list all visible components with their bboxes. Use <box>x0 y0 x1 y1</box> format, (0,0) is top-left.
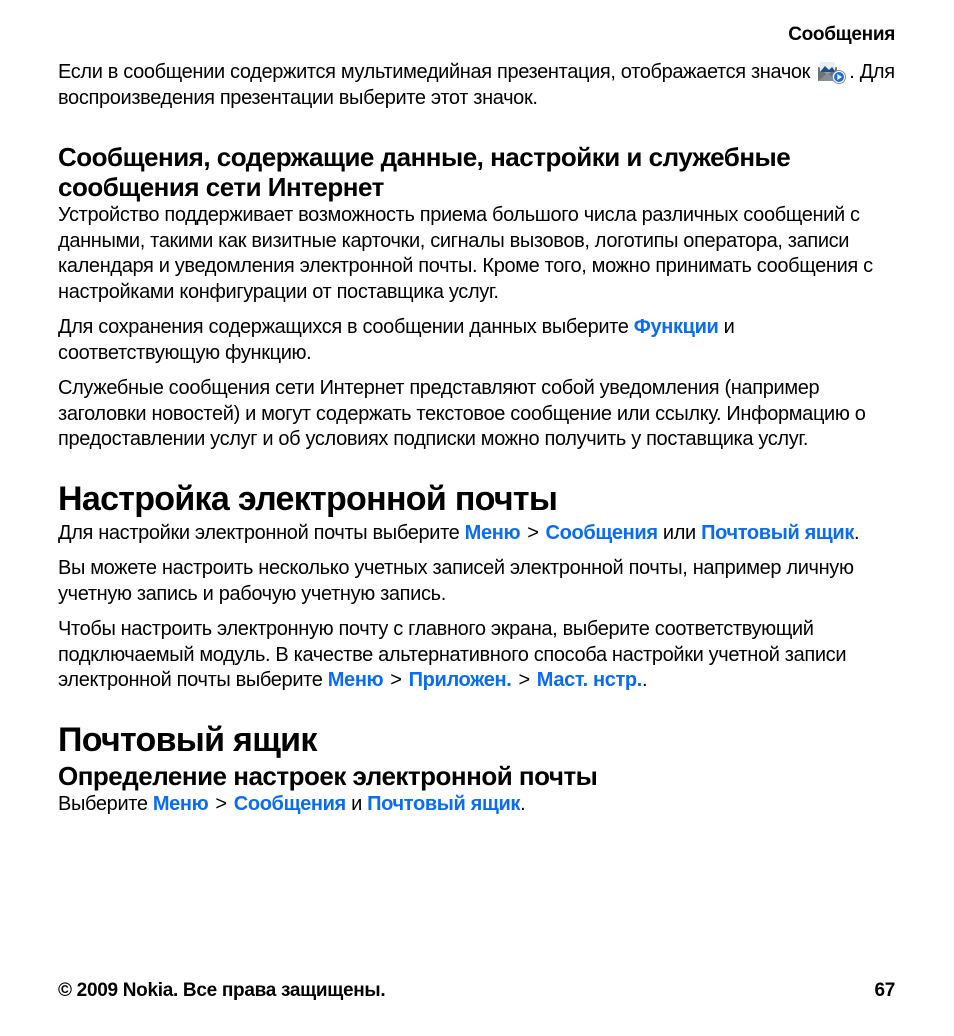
data-messages-paragraph-1: Устройство поддерживает возможность приема большого числа различных сообщений с данными, такими как визитные карточки, сигналы вызовов, логотипы оператора, записи календаря и уведомления электронной почты. Кроме того, можно принимать сообщения с настройками конфигурации от поставщика услуг. <box>58 204 873 303</box>
mailbox-paragraph-1: Выберите Меню > Сообщения и Почтовый ящик. <box>58 792 526 815</box>
data-messages-paragraph-2: Для сохранения содержащихся в сообщении данных выберите Функции и соответствующую функцию. <box>58 316 735 364</box>
email-setup-paragraph-3: Чтобы настроить электронную почту с главного экрана, выберите соответствующий подключаемый модуль. В качестве альтернативного способа настройки учетной записи электронной почты выберите Меню > Приложен. > Маст. нстр.. <box>58 618 847 691</box>
functions-link[interactable]: Функции <box>633 316 719 338</box>
path-separator: > <box>215 792 227 815</box>
setup-wizard-link[interactable]: Маст. нстр. <box>536 669 643 691</box>
page-number: 67 <box>874 980 895 1001</box>
section-heading-email-setup: Настройка электронной почты <box>58 479 558 518</box>
applications-link[interactable]: Приложен. <box>408 669 512 691</box>
menu-link[interactable]: Меню <box>327 669 384 691</box>
path-separator: > <box>518 669 530 691</box>
copyright-notice: © 2009 Nokia. Все права защищены. <box>58 980 386 1001</box>
email-setup-paragraph-1: Для настройки электронной почты выберите Меню > Сообщения или Почтовый ящик. <box>58 521 860 544</box>
subsection-heading-email-settings: Определение настроек электронной почты <box>58 760 598 791</box>
page-content <box>58 60 898 817</box>
messages-link[interactable]: Сообщения <box>545 521 658 544</box>
email-setup-paragraph-2: Вы можете настроить несколько учетных записей электронной почты, например личную учетную запись и рабочую учетную запись. <box>58 557 854 605</box>
menu-link[interactable]: Меню <box>464 521 521 544</box>
messages-link[interactable]: Сообщения <box>233 792 346 815</box>
section-heading-data-messages: Сообщения, содержащие данные, настройки и служебные сообщения сети Интернет <box>58 142 791 202</box>
menu-link[interactable]: Меню <box>152 792 209 815</box>
data-messages-paragraph-3: Служебные сообщения сети Интернет представляют собой уведомления (например заголовки новостей) и могут содержать текстовое сообщение или ссылку. Информацию о предоставлении услуг и об условиях подписки можно получить у поставщика услуг. <box>58 377 866 450</box>
running-header: Сообщения <box>788 24 895 45</box>
mms-presentation-icon <box>817 60 847 84</box>
intro-paragraph: Если в сообщении содержится мультимедийная презентация, отображается значок . Для воспроизведения презентации выберите этот значок. <box>58 61 895 109</box>
path-separator: > <box>390 669 402 691</box>
mailbox-link[interactable]: Почтовый ящик <box>367 792 521 815</box>
path-separator: > <box>527 521 539 544</box>
section-heading-mailbox: Почтовый ящик <box>58 720 317 759</box>
page-footer <box>58 980 895 1002</box>
mailbox-link[interactable]: Почтовый ящик <box>701 521 855 544</box>
